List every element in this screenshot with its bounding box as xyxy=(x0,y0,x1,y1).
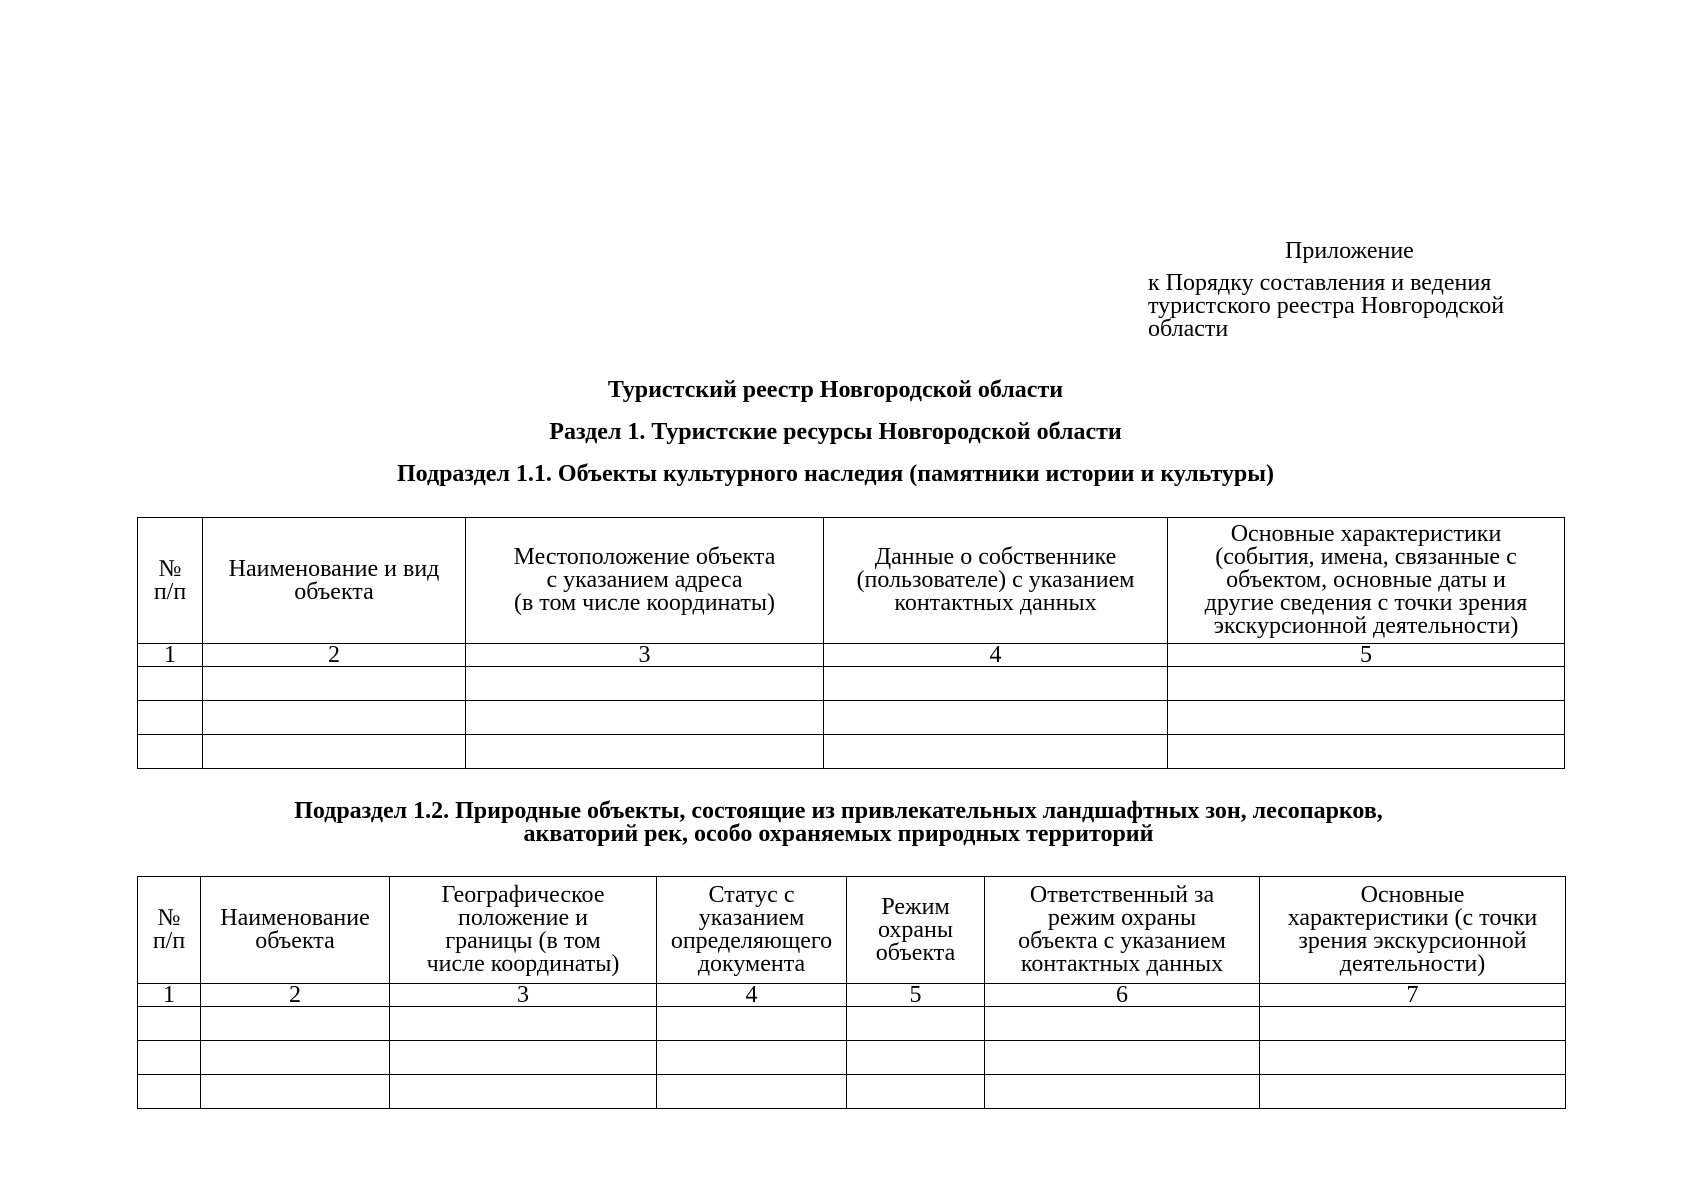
column-number: 1 xyxy=(138,984,201,1007)
subsection-1-2-heading-line: акваторий рек, особо охраняемых природных территорий xyxy=(523,821,1154,847)
table-cell xyxy=(1168,701,1565,735)
column-number: 5 xyxy=(847,984,985,1007)
table-cell xyxy=(1260,1007,1566,1041)
subsection-1-2-heading xyxy=(0,800,1687,846)
header-cell-name: Наименование объекта xyxy=(201,877,390,984)
table-cell xyxy=(138,735,203,769)
table-cell xyxy=(138,1007,201,1041)
table-cell xyxy=(847,1007,985,1041)
registry-title: Туристский реестр Новгородской области xyxy=(607,377,1064,403)
subsection-1-1-heading: Подраздел 1.1. Объекты культурного наследия (памятники истории и культуры) xyxy=(396,461,1275,487)
header-cell-status: Статус с указанием определяющего документа xyxy=(657,877,847,984)
table-row xyxy=(138,667,1565,701)
table-cell xyxy=(203,667,466,701)
header-cell-name: Наименование и вид объекта xyxy=(203,518,466,644)
table-cell xyxy=(657,1075,847,1109)
table-cell xyxy=(390,1041,657,1075)
table-cell xyxy=(985,1075,1260,1109)
header-cell-owner: Данные о собственнике (пользователе) с указанием контактных данных xyxy=(824,518,1168,644)
table-row xyxy=(138,701,1565,735)
column-number: 4 xyxy=(824,644,1168,667)
appendix-line: к Порядку составления и ведения xyxy=(1148,270,1492,296)
table-row xyxy=(138,1007,1566,1041)
table-cell xyxy=(466,701,824,735)
table-row xyxy=(138,1041,1566,1075)
table-cell xyxy=(985,1041,1260,1075)
column-number: 5 xyxy=(1168,644,1565,667)
table-cell xyxy=(138,1075,201,1109)
header-cell-responsible: Ответственный за режим охраны объекта с указанием контактных данных xyxy=(985,877,1260,984)
table-header-row xyxy=(138,877,1566,984)
column-number: 2 xyxy=(201,984,390,1007)
table-row xyxy=(138,735,1565,769)
table-cell xyxy=(203,735,466,769)
header-cell-location: Местоположение объекта с указанием адреса (в том числе координаты) xyxy=(466,518,824,644)
table-header-row xyxy=(138,518,1565,644)
appendix-title: Приложение xyxy=(1285,238,1414,264)
table-cell xyxy=(1260,1041,1566,1075)
table-cell xyxy=(1168,735,1565,769)
header-cell-number: № п/п xyxy=(138,518,203,644)
table-cell xyxy=(466,667,824,701)
table-cell xyxy=(203,701,466,735)
column-number: 3 xyxy=(390,984,657,1007)
column-number: 4 xyxy=(657,984,847,1007)
subsection-1-2-heading-line: Подраздел 1.2. Природные объекты, состоящие из привлекательных ландшафтных зон, лесопарков, xyxy=(294,798,1383,824)
appendix-line: области xyxy=(1148,316,1229,342)
column-number: 6 xyxy=(985,984,1260,1007)
column-number: 1 xyxy=(138,644,203,667)
natural-objects-table xyxy=(137,876,1566,1109)
table-cell xyxy=(657,1041,847,1075)
header-cell-characteristics: Основные характеристики (события, имена, связанные с объектом, основные даты и другие сведения с точки зрения экскурсионной деятельности) xyxy=(1168,518,1565,644)
column-number: 2 xyxy=(203,644,466,667)
table-cell xyxy=(824,701,1168,735)
appendix-block xyxy=(1148,240,1578,341)
header-cell-characteristics: Основные характеристики (с точки зрения экскурсионной деятельности) xyxy=(1260,877,1566,984)
table-cell xyxy=(138,667,203,701)
table-cell xyxy=(657,1007,847,1041)
table-cell xyxy=(847,1075,985,1109)
header-cell-protection-mode: Режим охраны объекта xyxy=(847,877,985,984)
table-cell xyxy=(466,735,824,769)
section-1-heading: Раздел 1. Туристские ресурсы Новгородской области xyxy=(549,419,1122,445)
column-number: 7 xyxy=(1260,984,1566,1007)
appendix-line: туристского реестра Новгородской xyxy=(1148,293,1505,319)
column-number: 3 xyxy=(466,644,824,667)
column-number-row xyxy=(138,644,1565,667)
column-number-row xyxy=(138,984,1566,1007)
table-cell xyxy=(138,1041,201,1075)
table-cell xyxy=(1260,1075,1566,1109)
table-row xyxy=(138,1075,1566,1109)
table-cell xyxy=(201,1007,390,1041)
table-cell xyxy=(390,1007,657,1041)
header-cell-geography: Географическое положение и границы (в том числе координаты) xyxy=(390,877,657,984)
table-cell xyxy=(824,735,1168,769)
header-cell-number: № п/п xyxy=(138,877,201,984)
table-cell xyxy=(138,701,203,735)
table-cell xyxy=(201,1075,390,1109)
table-cell xyxy=(1168,667,1565,701)
table-cell xyxy=(390,1075,657,1109)
table-cell xyxy=(824,667,1168,701)
table-cell xyxy=(985,1007,1260,1041)
table-cell xyxy=(201,1041,390,1075)
cultural-heritage-table xyxy=(137,517,1565,769)
table-cell xyxy=(847,1041,985,1075)
